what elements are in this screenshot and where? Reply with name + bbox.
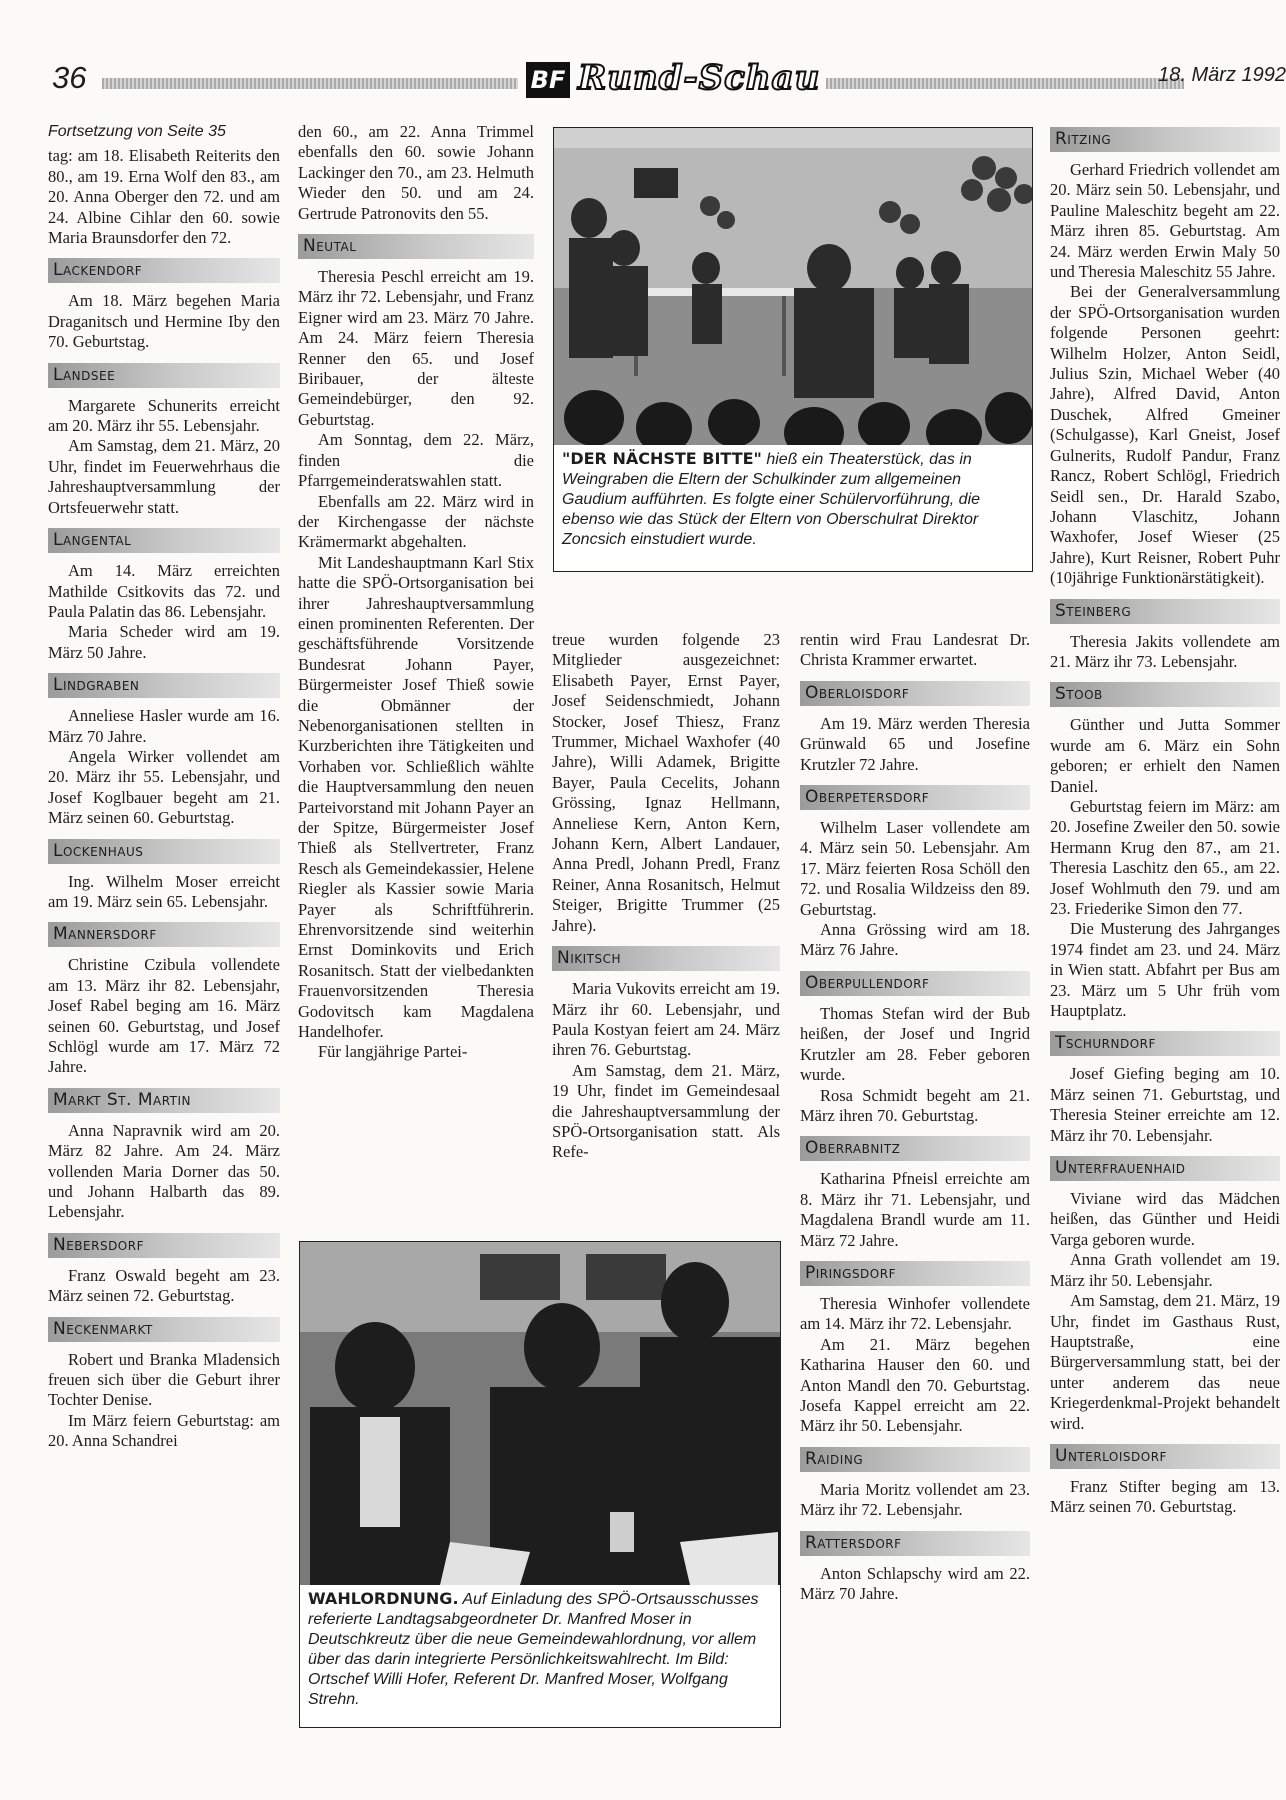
- column-3: [552, 630, 780, 1163]
- section-heading: Nikitsch: [552, 946, 780, 971]
- article-paragraph: Thomas Stefan wird der Bub heißen, der Josef und Ingrid Krutzler am 28. Feber geboren wurde.: [800, 1003, 1030, 1085]
- article-paragraph: Für langjährige Partei-: [318, 1042, 468, 1062]
- article-paragraph: Ebenfalls am 22. März wird in der Kirchengasse der nächste Krämermarkt abgehalten.: [298, 491, 534, 552]
- article-paragraph: Franz Oswald begeht am 23. März seinen 72. Geburtstag.: [48, 1265, 280, 1306]
- article-paragraph: Theresia Jakits vollendete am 21. März ihr 73. Lebensjahr.: [1050, 631, 1280, 671]
- section-heading: Unterloisdorf: [1050, 1444, 1280, 1469]
- caption-text: hieß ein Theaterstück, das in Weingraben die Eltern der Schulkinder zum allgemeinen Gaudium aufführten. Es folgte einer Schülervorführung, die ebenso wie das Stück der Eltern von Oberschulrat Direktor Zoncsich einstudiert wurde.: [562, 451, 981, 548]
- article-paragraph: Am 18. März begehen Maria Draganitsch und Hermine Iby den 70. Geburtstag.: [48, 291, 280, 352]
- article-paragraph: Theresia Winhofer vollendete am 14. März ihr 72. Lebensjahr.: [800, 1293, 1030, 1334]
- article-paragraph: Katharina Pfneisl erreichte am 8. März ihr 71. Lebensjahr, und Magdalena Brandl wurde am 11. März 72 Jahre.: [800, 1169, 1030, 1250]
- section-heading: Oberpullendorf: [800, 971, 1030, 996]
- column-2: [298, 122, 534, 1063]
- article-paragraph: Anna Grössing wird am 18. März 76 Jahre.: [800, 920, 1030, 960]
- theatre-photo-image: [554, 128, 1032, 445]
- article-paragraph: Anneliese Hasler wurde am 16. März 70 Jahre.: [48, 706, 280, 746]
- theatre-photo-caption: [554, 445, 1032, 554]
- header-rule-right: [826, 78, 1184, 89]
- column-1: [48, 122, 280, 1452]
- meeting-photo-caption: [300, 1585, 780, 1714]
- issue-date: 18. März 1992: [1158, 64, 1286, 86]
- continuation-note: Fortsetzung von Seite 35: [48, 123, 226, 140]
- article-paragraph: Die Musterung des Jahrganges 1974 findet am 23. und 24. März in Wien statt. Abfahrt per Bus am 23. März um 5 Uhr früh vom Hauptplatz.: [1050, 919, 1280, 1021]
- article-paragraph: Josef Giefing beging am 10. März seinen 71. Geburtstag, und Theresia Steiner erreichte am 12. März ihr 70. Lebensjahr.: [1050, 1064, 1280, 1145]
- column-4: [800, 630, 1030, 1604]
- caption-text: Auf Einladung des SPÖ-Ortsausschusses referierte Landtagsabgeordneter Dr. Manfred Moser in Deutschkreutz über die neue Gemeindewahlordnung, vor allem über das darin integrierte Persönlichkeitswahlrecht. Im Bild: Ortschef Willi Hofer, Referent Dr. Manfred Moser, Wolfgang Strehn.: [308, 1591, 759, 1708]
- article-paragraph: Anna Napravnik wird am 20. März 82 Jahre. Am 24. März vollenden Maria Dorner das 50. und Johann Halbarth das 89. Lebensjahr.: [48, 1120, 280, 1222]
- section-heading: Oberpetersdorf: [800, 785, 1030, 810]
- article-paragraph: Günther und Jutta Sommer wurde am 6. März ein Sohn geboren; er erhielt den Namen Daniel.: [1050, 715, 1280, 796]
- article-paragraph: Angela Wirker vollendet am 20. März ihr 55. Lebensjahr, und Josef Koglbauer begeht am 21. März seinen 60. Geburtstag.: [48, 746, 280, 828]
- column-5: [1050, 127, 1280, 1518]
- section-heading: Langental: [48, 528, 280, 553]
- article-paragraph: Rosa Schmidt begeht am 21. März ihren 70. Geburtstag.: [800, 1085, 1030, 1125]
- bf-logo: BF: [526, 62, 570, 98]
- section-heading: Landsee: [48, 363, 280, 388]
- caption-lead: "DER NÄCHSTE BITTE": [562, 449, 762, 468]
- article-paragraph: Christine Czibula vollendete am 13. März ihr 82. Lebensjahr, Josef Rabel beging am 16. März seinen 60. Geburtstag, und Josef Schlögl wurde am 17. März 72 Jahre.: [48, 955, 280, 1077]
- article-paragraph: treue wurden folgende 23 Mitglieder ausgezeichnet: Elisabeth Payer, Ernst Payer, Josef Seidenschmiedt, Johann Stocker, Josef Thiesz, Franz Trummer, Michael Waxhofer (40 Jahre), Willi Adamek, Brigitte Bayer, Paula Cecelits, Johann Grössing, Ignaz Hellmann, Anneliese Kern, Anton Kern, Johann Kern, Albert Landauer, Anna Predl, Johann Predl, Franz Reiner, Anna Rosanitsch, Helmut Steiger, Brigitte Trummer (25 Jahre).: [552, 630, 780, 935]
- page-header: [48, 58, 1286, 104]
- article-paragraph: Margarete Schunerits erreicht am 20. März ihr 55. Lebensjahr.: [48, 395, 280, 436]
- article-paragraph: Theresia Peschl erreicht am 19. März ihr 72. Lebensjahr, und Franz Eigner wird am 23. März 70 Jahre. Am 24. März feiern Theresia Renner den 65. und Josef Biribauer, der älteste Gemeindebürger, den 92. Geburtstag.: [298, 267, 534, 429]
- section-heading: Oberloisdorf: [800, 681, 1030, 706]
- section-heading: Stoob: [1050, 682, 1280, 707]
- article-paragraph: Im März feiern Geburtstag: am 20. Anna Schandrei: [48, 1410, 280, 1451]
- article-paragraph: Mit Landeshauptmann Karl Stix hatte die SPÖ-Ortsorganisation bei ihrer Jahreshauptversammlung einen prominenten Referenten. Der geschäftsführende Vorsitzende Bundesrat Johann Payer, Bürgermeister Josef Thieß sowie die Obmänner der Nebenorganisationen stellten in Kurzberichten ihre Tätigkeiten und Vorhaben vor. Schließlich wählte die Hauptversammlung den neuen Parteivorstand mit Johann Payer an der Spitze, Bürgermeister Josef Thieß als Stellvertreter, Franz Resch als Gemeindekassier, Helene Riegler als Kassier sowie Maria Payer als Schriftführerin. Ehrenvorsitzende sind weiterhin Ernst Dominkovits und Erich Rosanitsch. Statt der vielbedankten Frauenvorsitzenden Theresia Godovitsch kam Magdalena Handelhofer.: [298, 552, 534, 1042]
- article-paragraph: Bei der Generalversammlung der SPÖ-Ortsorganisation wurden folgende Personen geehrt: Wilhelm Holzer, Anton Seidl, Julius Szin, Michael Weber (40 Jahre), Alfred David, Anton Duschek, Alfred Gmeiner (Schulgasse), Karl Gneist, Josef Gulnerits, Rudolf Pandur, Franz Rancz, Robert Schlögl, Friedrich Seidl sen., Dr. Harald Szabo, Johann Vlaschitz, Johann Waxhofer, Josef Wieser (25 Jahre), Kurt Reisner, Robert Puhr (10jährige Funktionärstätigkeit).: [1050, 282, 1280, 588]
- section-heading: Nebersdorf: [48, 1233, 280, 1258]
- section-heading: Oberrabnitz: [800, 1136, 1030, 1161]
- section-heading: Unterfrauenhaid: [1050, 1156, 1280, 1181]
- article-paragraph: Anton Schlapschy wird am 22. März 70 Jahre.: [800, 1563, 1030, 1603]
- article-paragraph: Maria Moritz vollendet am 23. März ihr 72. Lebensjahr.: [800, 1479, 1030, 1520]
- section-title: Rund-Schau: [578, 58, 821, 98]
- article-paragraph: Am 21. März begehen Katharina Hauser den 60. und Anton Mandl den 70. Geburtstag. Josefa Kappel erreicht am 22. März ihr 50. Lebensjahr.: [800, 1334, 1030, 1436]
- section-heading: Neutal: [298, 234, 534, 259]
- header-rule-left: [102, 78, 518, 89]
- article-paragraph: Am 14. März erreichten Mathilde Csitkovits das 72. und Paula Palatin das 86. Lebensjahr.: [48, 561, 280, 621]
- article-paragraph: Am Samstag, dem 21. März, 20 Uhr, findet im Feuerwehrhaus die Jahreshauptversammlung der Ortsfeuerwehr statt.: [48, 436, 280, 517]
- section-heading: Lackendorf: [48, 258, 280, 283]
- section-heading: Markt St. Martin: [48, 1088, 280, 1113]
- meeting-photo: [299, 1241, 781, 1728]
- article-paragraph: Gerhard Friedrich vollendet am 20. März sein 50. Lebensjahr, und Pauline Maleschitz begeht am 22. März ihren 85. Geburtstag. Am 24. März werden Erwin Maly 50 und Theresia Maleschitz 55 Jahre.: [1050, 160, 1280, 282]
- article-paragraph: Maria Scheder wird am 19. März 50 Jahre.: [48, 622, 280, 662]
- article-paragraph: den 60., am 22. Anna Trimmel ebenfalls den 60. sowie Johann Lackinger den 70., am 23. Helmuth Wieder den 50. und am 24. Gertrude Patronovits den 55.: [298, 122, 534, 223]
- article-paragraph: Am 19. März werden Theresia Grünwald 65 und Josefine Krutzler 72 Jahre.: [800, 713, 1030, 774]
- section-heading: Steinberg: [1050, 599, 1280, 624]
- section-heading: Tschurndorf: [1050, 1031, 1280, 1056]
- article-paragraph: Ing. Wilhelm Moser erreicht am 19. März sein 65. Lebensjahr.: [48, 871, 280, 911]
- section-heading: Neckenmarkt: [48, 1317, 280, 1342]
- article-paragraph: Anna Grath vollendet am 19. März ihr 50. Lebensjahr.: [1050, 1250, 1280, 1290]
- article-paragraph: Am Sonntag, dem 22. März, finden die Pfarrgemeinderatswahlen statt.: [298, 430, 534, 491]
- theatre-photo: [553, 127, 1033, 572]
- section-heading: Rattersdorf: [800, 1531, 1030, 1556]
- section-heading: Lockenhaus: [48, 839, 280, 864]
- section-heading: Mannersdorf: [48, 922, 280, 947]
- article-paragraph: Maria Vukovits erreicht am 19. März ihr 60. Lebensjahr, und Paula Kostyan feiert am 24. März ihren 76. Geburtstag.: [552, 979, 780, 1060]
- caption-lead: WAHLORDNUNG.: [308, 1589, 459, 1608]
- article-paragraph: Robert und Branka Mladensich freuen sich über die Geburt ihrer Tochter Denise.: [48, 1349, 280, 1410]
- section-heading: Raiding: [800, 1447, 1030, 1472]
- section-heading: Ritzing: [1050, 127, 1280, 152]
- section-heading: Piringsdorf: [800, 1261, 1030, 1286]
- article-paragraph: Franz Stifter beging am 13. März seinen 70. Geburtstag.: [1050, 1476, 1280, 1517]
- page-number: 36: [52, 60, 87, 95]
- article-paragraph: rentin wird Frau Landesrat Dr. Christa Krammer erwartet.: [800, 630, 1030, 670]
- meeting-photo-image: [300, 1242, 780, 1585]
- article-paragraph: Wilhelm Laser vollendete am 4. März sein 50. Lebensjahr. Am 17. März feierten Rosa Schöll den 72. und Rosalia Wildzeiss den 89. Geburtstag.: [800, 818, 1030, 919]
- article-paragraph: Am Samstag, dem 21. März, 19 Uhr, findet im Gasthaus Rust, Hauptstraße, eine Bürgerversammlung statt, bei der unter anderem das neue Kriegerdenkmal-Projekt behandelt wird.: [1050, 1291, 1280, 1433]
- article-paragraph: tag: am 18. Elisabeth Reiterits den 80., am 19. Erna Wolf den 83., am 20. Anna Oberger den 72. und am 24. Albine Cihlar den 60. sowie Maria Braunsdorfer den 72.: [48, 146, 280, 248]
- article-paragraph: Viviane wird das Mädchen heißen, das Günther und Heidi Varga geboren wurde.: [1050, 1189, 1280, 1249]
- article-paragraph: Am Samstag, dem 21. März, 19 Uhr, findet im Gemeindesaal die Jahreshauptversammlung der SPÖ-Ortsorganisation statt. Als Refe-: [552, 1060, 780, 1162]
- section-heading: Lindgraben: [48, 673, 280, 698]
- article-paragraph: Geburtstag feiern im März: am 20. Josefine Zweiler den 50. sowie Hermann Krug den 87., am 21. Theresia Laschitz den 65., am 22. Josef Wohlmuth den 79. und am 23. Friederike Simon den 77.: [1050, 796, 1280, 918]
